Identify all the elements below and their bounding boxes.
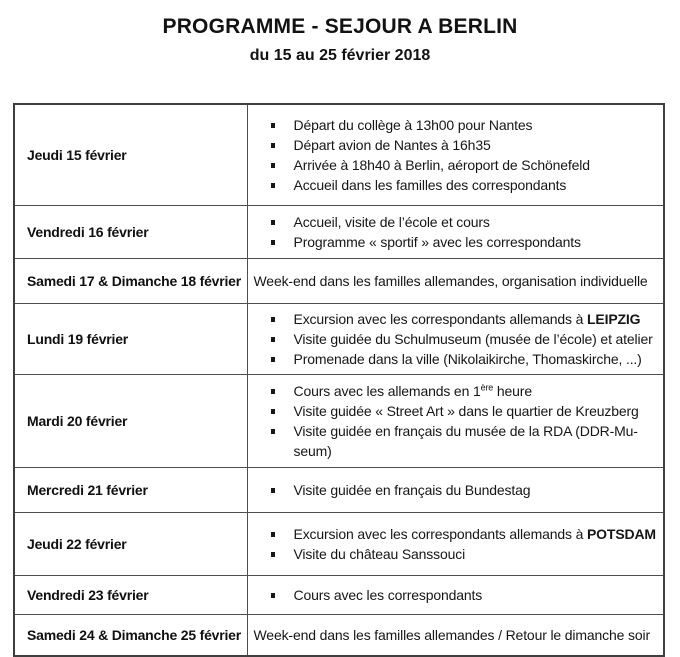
table-row [14,304,664,375]
activity-list [248,381,664,461]
table-row [14,104,664,206]
activities-cell [247,304,664,375]
date-cell: Jeudi 22 février [14,513,247,576]
program-table [13,103,665,657]
activities-cell [247,513,664,576]
bullet-text: Visite guidée « Street Art » dans le quartier de Kreuzberg [293,403,639,419]
date-cell: Vendredi 16 février [14,206,247,259]
bullet-text: Visite guidée du Schulmuseum (musée de l’école) et atelier [293,331,653,347]
bullet-text: Promenade dans la ville (Nikolaikirche, Thomaskirche, ...) [293,351,642,367]
date-cell: Jeudi 15 février [14,104,247,206]
bullet-text: Visite du château Sanssouci [293,546,466,562]
activity-list [248,115,664,195]
bullet-item [248,401,664,421]
bullet-item [248,232,664,252]
bullet-item [248,329,664,349]
table-row [14,615,664,657]
bullet-item [248,524,664,544]
date-cell: Lundi 19 février [14,304,247,375]
activities-cell [247,206,664,259]
activity-list [248,480,664,500]
bullet-item [248,115,664,135]
bullet-text: Programme « sportif » avec les correspondants [293,234,581,250]
table-row [14,513,664,576]
bullet-item [248,381,664,401]
bullet-item [248,212,664,232]
activities-cell [247,468,664,513]
bullet-text: Excursion avec les correspondants allemands à POTSDAM [293,526,656,542]
bullet-item [248,135,664,155]
activities-cell [247,615,664,657]
bullet-item [248,175,664,195]
activities-cell [247,576,664,615]
table-row [14,259,664,304]
activity-list [248,585,664,605]
bullet-text: Cours avec les correspondants [293,587,483,603]
date-cell: Vendredi 23 février [14,576,247,615]
bullet-item [248,544,664,564]
bullet-text: Visite guidée en français du musée de la RDA (DDR-Mu- seum) [293,423,638,459]
table-row [14,576,664,615]
bullet-text: Accueil dans les familles des correspondants [293,177,567,193]
activities-cell [247,375,664,468]
bullet-text: Accueil, visite de l’école et cours [293,214,490,230]
activity-list [248,309,664,369]
document-page [0,14,680,643]
bullet-item [248,349,664,369]
bullet-text: Cours avec les allemands en 1ère heure [293,382,532,399]
date-cell: Mercredi 21 février [14,468,247,513]
document-title: PROGRAMME - SEJOUR A BERLIN [162,15,518,38]
date-cell: Mardi 20 février [14,375,247,468]
date-cell: Samedi 17 & Dimanche 18 février [14,259,247,304]
bullet-item [248,480,664,500]
bullet-text: Visite guidée en français du Bundestag [293,482,531,498]
bullet-text: Excursion avec les correspondants allemands à LEIPZIG [293,311,641,327]
activity-list [248,212,664,252]
table-row [14,375,664,468]
bullet-text: Départ du collège à 13h00 pour Nantes [293,117,533,133]
bullet-text: Départ avion de Nantes à 16h35 [293,137,491,153]
bullet-item [248,585,664,605]
activities-cell [247,104,664,206]
table-row [14,206,664,259]
note-text: Week-end dans les familles allemandes, organisation individuelle [253,273,648,289]
activities-cell [247,259,664,304]
bullet-item [248,155,664,175]
date-cell: Samedi 24 & Dimanche 25 février [14,615,247,657]
bullet-text: Arrivée à 18h40 à Berlin, aéroport de Schönefeld [293,157,590,173]
activity-list [248,524,664,564]
table-row [14,468,664,513]
bullet-item [248,421,664,461]
program-table-body [14,104,664,656]
document-subtitle: du 15 au 25 février 2018 [249,47,431,64]
bullet-item [248,309,664,329]
note-text: Week-end dans les familles allemandes / Retour le dimanche soir [253,627,650,643]
